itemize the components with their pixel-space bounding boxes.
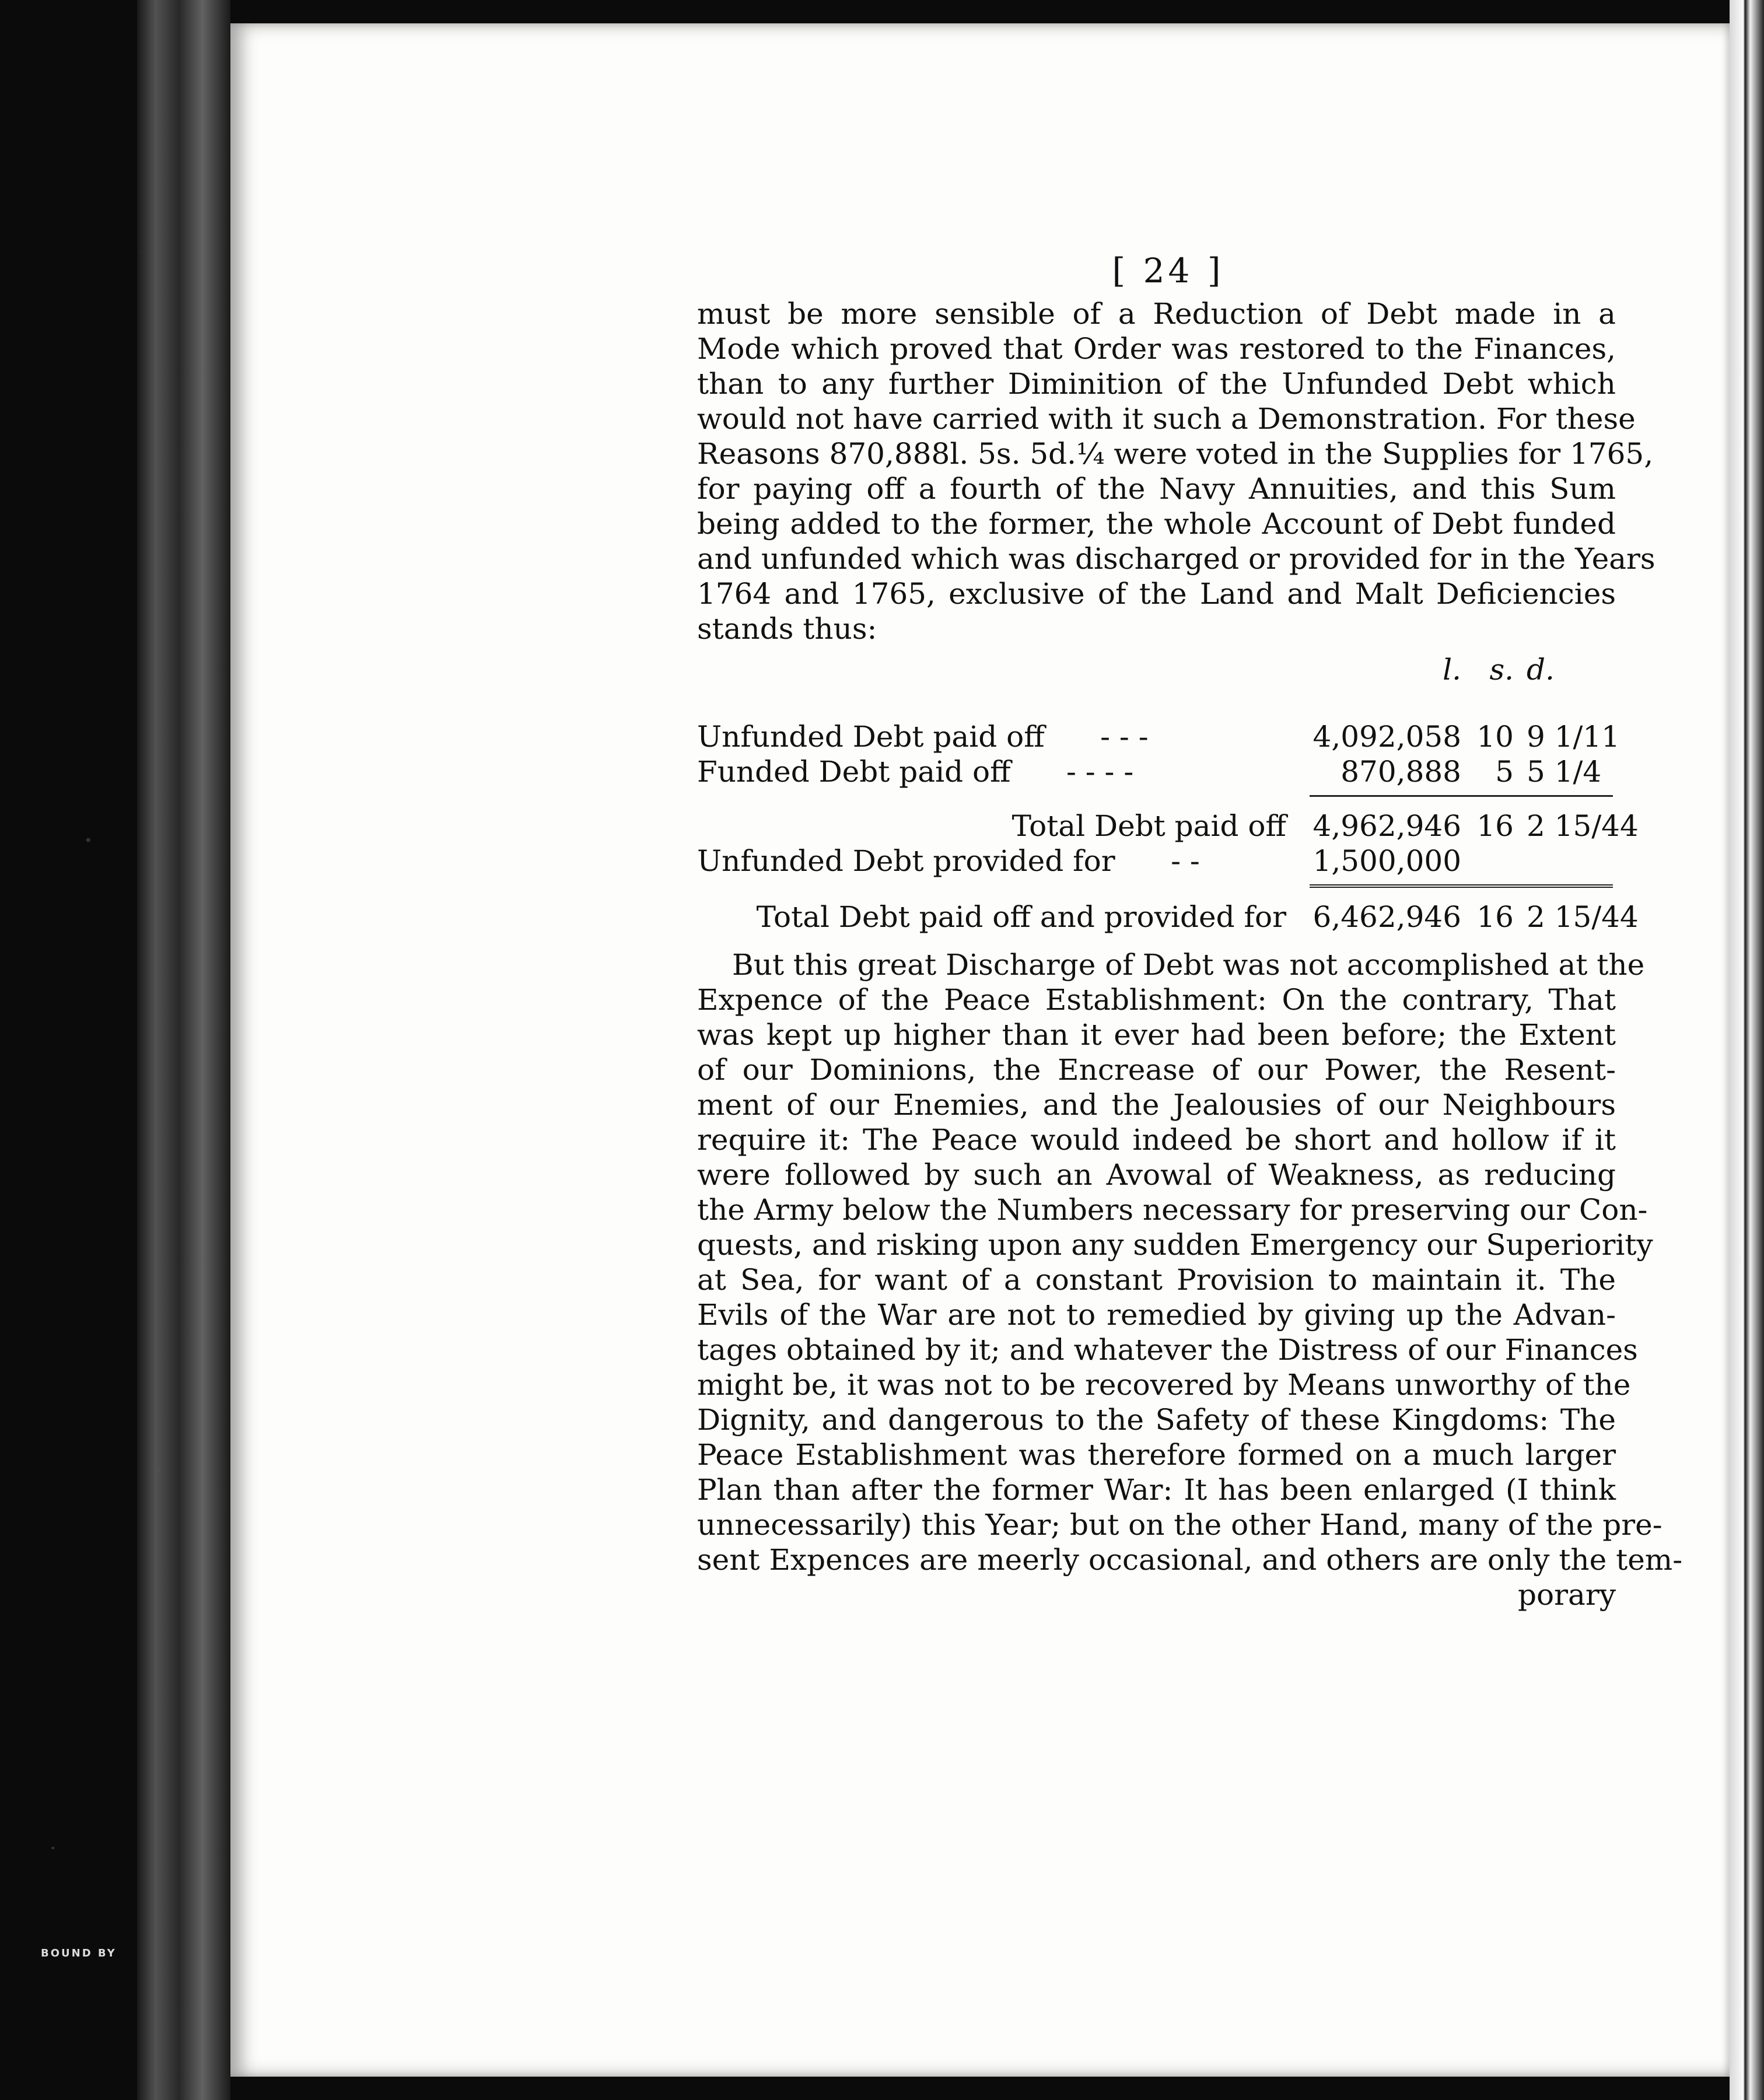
text-line: might be, it was not to be recovered by Means unworthy of the [697,1368,1631,1402]
ledger-row [697,754,1616,789]
ledger-shillings: 10 [1476,720,1514,754]
text-line: Dignity, and dangerous to the Safety of these Kingdoms: The [697,1403,1616,1437]
text-line: the Army below the Numbers necessary for preserving our Con- [697,1193,1648,1227]
spine-label: BOUND BY [41,1947,117,1959]
text-line: was kept up higher than it ever had been before; the Extent [697,1018,1616,1052]
ledger-total-row [697,808,1639,844]
text-line: sent Expences are meerly occasional, and others are only the tem- [697,1543,1683,1577]
text-line: of our Dominions, the Encrease of our Power, the Resent- [697,1053,1616,1087]
text-line: Mode which proved that Order was restored to the Finances, [697,332,1616,366]
text-line: ment of our Enemies, and the Jealousies of our Neighbours [697,1088,1616,1122]
ledger-row [697,719,1620,754]
header-pence: d. [1527,653,1555,687]
text-line: Evils of the War are not to remedied by giving up the Advan- [697,1298,1616,1332]
text-block [697,251,1683,1612]
ledger-row-label: Funded Debt paid off - - - - [697,755,1134,789]
text-line: than to any further Diminition of the Unfunded Debt which [697,367,1616,401]
ledger-pence: 2 15/44 [1527,900,1639,934]
ledger-row-label: Unfunded Debt provided for - - [697,844,1200,878]
text-line: being added to the former, the whole Account of Debt funded [697,507,1616,541]
text-line: quests, and risking upon any sudden Emergency our Superiority [697,1228,1653,1262]
ledger-grand-total-row [697,900,1639,935]
page-right-edge [1730,0,1764,2100]
ledger-shillings [1461,844,1514,878]
ledger-pounds: 4,962,946 [1312,809,1461,843]
book-spine [137,0,230,2100]
text-line: must be more sensible of a Reduction of Debt made in a [697,297,1616,331]
text-line: stands thus: [697,612,877,646]
ledger-row [697,844,1616,878]
text-line: tages obtained by it; and whatever the Distress of our Finances [697,1333,1638,1367]
catchword: porary [1518,1578,1616,1612]
ledger-header-row [697,652,1616,687]
text-line: for paying off a fourth of the Navy Annuities, and this Sum [697,472,1616,506]
text-line: Peace Establishment was therefore formed on a much larger [697,1438,1616,1472]
text-line: at Sea, for want of a constant Provision to maintain it. The [697,1263,1616,1297]
text-line: were followed by such an Avowal of Weakness, as reducing [697,1158,1616,1192]
debt-ledger [697,652,1639,935]
ledger-grand-total-label: Total Debt paid off and provided for [756,900,1286,934]
text-line: Plan than after the former War: It has been enlarged (I think [697,1473,1616,1507]
ledger-pounds: 4,092,058 [1312,720,1461,754]
ledger-pounds: 870,888 [1340,755,1461,789]
ledger-total-label: Total Debt paid off [1012,809,1286,843]
text-line: But this great Discharge of Debt was not accomplished at the [732,948,1645,982]
paragraph-2 [697,947,1683,1577]
header-shillings: s. [1489,653,1514,687]
ledger-pounds: 1,500,000 [1312,844,1461,878]
ledger-pence: 5 1/4 [1527,755,1602,789]
ledger-pence: 2 15/44 [1527,809,1639,843]
text-line: Expence of the Peace Establishment: On the contrary, That [697,983,1616,1017]
page-number: [ 24 ] [1112,251,1224,290]
text-line: Reasons 870,888l. 5s. 5d.¼ were voted in the Supplies for 1765, [697,437,1654,471]
ledger-shillings: 16 [1476,900,1514,934]
text-line: 1764 and 1765, exclusive of the Land and Malt Deficiencies [697,577,1616,611]
ledger-rule [1310,795,1613,797]
ledger-pence: 9 1/11 [1527,720,1620,754]
text-line: would not have carried with it such a Demonstration. For these [697,402,1636,436]
ledger-pence [1514,844,1616,878]
ledger-shillings: 5 [1495,755,1514,789]
text-line: and unfunded which was discharged or provided for in the Years [697,542,1656,576]
ledger-pounds: 6,462,946 [1312,900,1461,934]
ledger-row-label: Unfunded Debt paid off - - - [697,720,1149,754]
text-line: unnecessarily) this Year; but on the other Hand, many of the pre- [697,1508,1662,1542]
header-pounds: l. [1443,653,1461,687]
ledger-double-rule [1310,884,1613,888]
text-line: require it: The Peace would indeed be short and hollow if it [697,1123,1616,1157]
ledger-shillings: 16 [1476,809,1514,843]
paragraph-1 [697,296,1656,646]
